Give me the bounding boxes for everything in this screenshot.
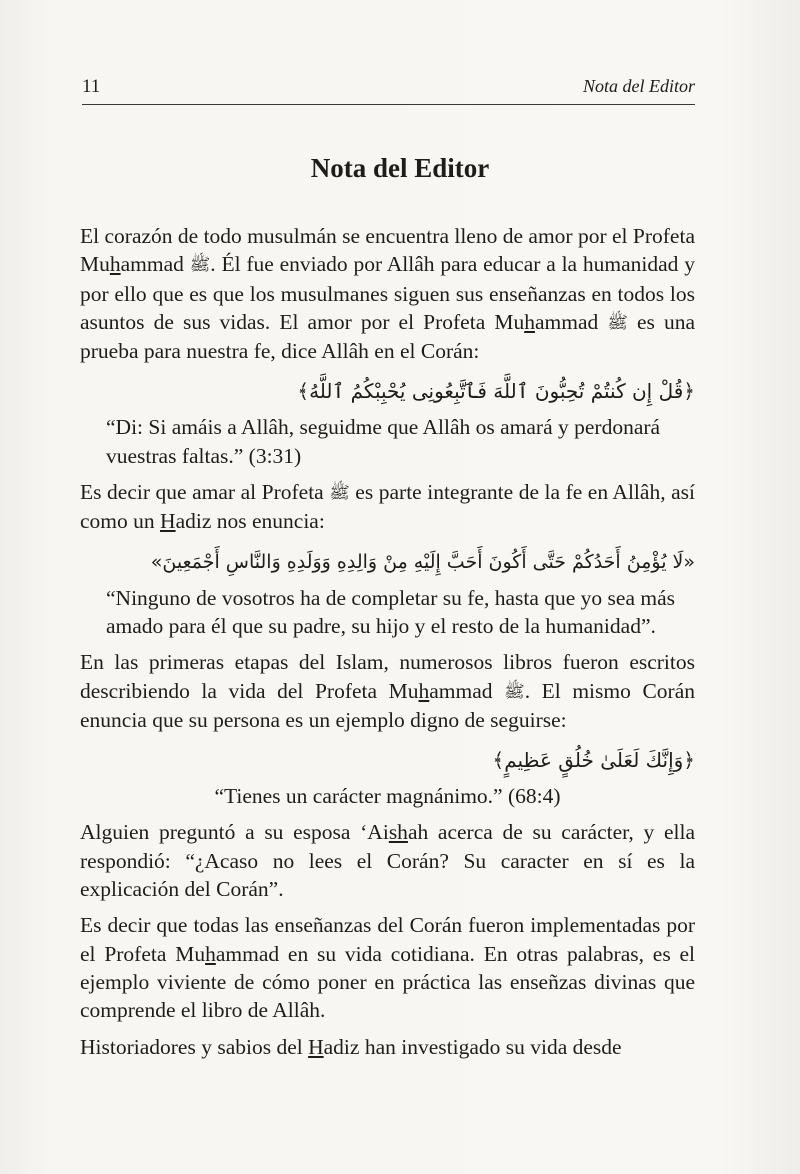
text-span: adiz: [175, 509, 212, 534]
text-span: . El mismo Corán enuncia que su persona es un ejemplo digno de seguirse:: [80, 678, 695, 732]
text-span: ammad: [534, 309, 608, 334]
pbuh-icon: ﷺ: [607, 312, 628, 333]
running-title: Nota del Editor: [583, 76, 695, 96]
underlined-letters: sh: [388, 820, 408, 845]
text-span: ah acerca de su carácter, y ella respondió: “¿Acaso no lees el Corán? Su caracter en sí es la explicación del Corán”.: [80, 820, 695, 902]
underlined-letter: h: [418, 678, 430, 703]
paragraph-1: [80, 222, 695, 365]
paragraph-5: [80, 911, 695, 1024]
paragraph-2: [80, 478, 695, 536]
pbuh-icon: ﷺ: [329, 483, 350, 504]
underlined-letter: h: [205, 941, 216, 966]
hadith-arabic: «لَا يُؤْمِنُ أَحَدُكُمْ حَتَّى أَكُونَ أَحَبَّ إِلَيْهِ مِنْ وَالِدِهِ وَوَلَدِهِ وَالنَّاسِ أَجْمَعِينَ»: [150, 550, 695, 573]
paragraph-6: [80, 1033, 695, 1061]
text-span: Es decir que amar al Profeta: [80, 480, 330, 505]
text-span: Es decir que todas las enseñanzas del Corán fueron implementadas por el Profeta Mu: [80, 913, 695, 966]
body-text: [80, 222, 695, 1061]
paragraph-4: [80, 818, 695, 903]
text-span: ammad: [120, 252, 190, 277]
quran-verse-translation: “Di: Si amáis a Allâh, seguidme que Allâh os amará y perdonará vuestras faltas.” (3:31): [106, 415, 661, 468]
text-span: En las primeras etapas del Islam, numerosos libros fueron escritos describiendo la vida del Profeta Mu: [80, 650, 695, 703]
paragraph-3: [80, 648, 695, 734]
quran-verse-translation: “Tienes un carácter magnánimo.” (68:4): [214, 784, 561, 809]
underlined-letter: h: [524, 309, 535, 334]
pbuh-icon: ﷺ: [189, 255, 211, 276]
text-span: adiz han investigado su vida desde: [323, 1034, 622, 1059]
quran-verse-arabic: ﴿وَإِنَّكَ لَعَلَىٰ خُلُقٍ عَظِيمٍ﴾: [492, 748, 695, 773]
underlined-letter: H: [160, 509, 176, 534]
quran-verse-arabic: ﴿قُلْ إِن كُنتُمْ تُحِبُّونَ ٱللَّهَ فَٱتَّبِعُونِى يُحْبِبْكُمُ ٱللَّهُ﴾: [297, 379, 695, 404]
text-span: ammad en su vida cotidiana. En otras palabras, es el ejemplo viviente de cómo poner en práctica las enseñzas divinas que comprende el libro de Allâh.: [80, 941, 695, 1023]
page-number: 11: [82, 76, 101, 97]
text-span: . Él fue enviado por Allâh para educar a la humanidad y por ello que es que los musulmanes siguen sus enseñanzas en todos los asuntos de sus vidas. El amor por el Profeta Mu: [80, 252, 695, 334]
text-span: Historiadores y sabios del: [80, 1034, 309, 1059]
text-span: Alguien preguntó a su esposa ‘Ai: [80, 820, 389, 845]
underlined-letter: H: [308, 1034, 324, 1059]
text-span: nos enuncia:: [211, 509, 325, 534]
running-header: [82, 76, 695, 105]
underlined-letter: h: [109, 252, 121, 277]
pbuh-icon: ﷺ: [504, 681, 525, 702]
text-span: es una prueba para nuestra fe, dice Allâh en el Corán:: [80, 309, 695, 364]
text-span: El corazón de todo musulmán se encuentra lleno de amor por el Profeta Mu: [80, 224, 695, 277]
hadith-translation: “Ninguno de vosotros ha de completar su fe, hasta que yo sea más amado para él que su padre, su hijo y el resto de la humanidad”.: [106, 585, 675, 638]
chapter-title: Nota del Editor: [310, 153, 490, 183]
text-span: ammad: [429, 678, 505, 703]
text-span: es parte integrante de la fe en Allâh, así como un: [80, 480, 695, 534]
